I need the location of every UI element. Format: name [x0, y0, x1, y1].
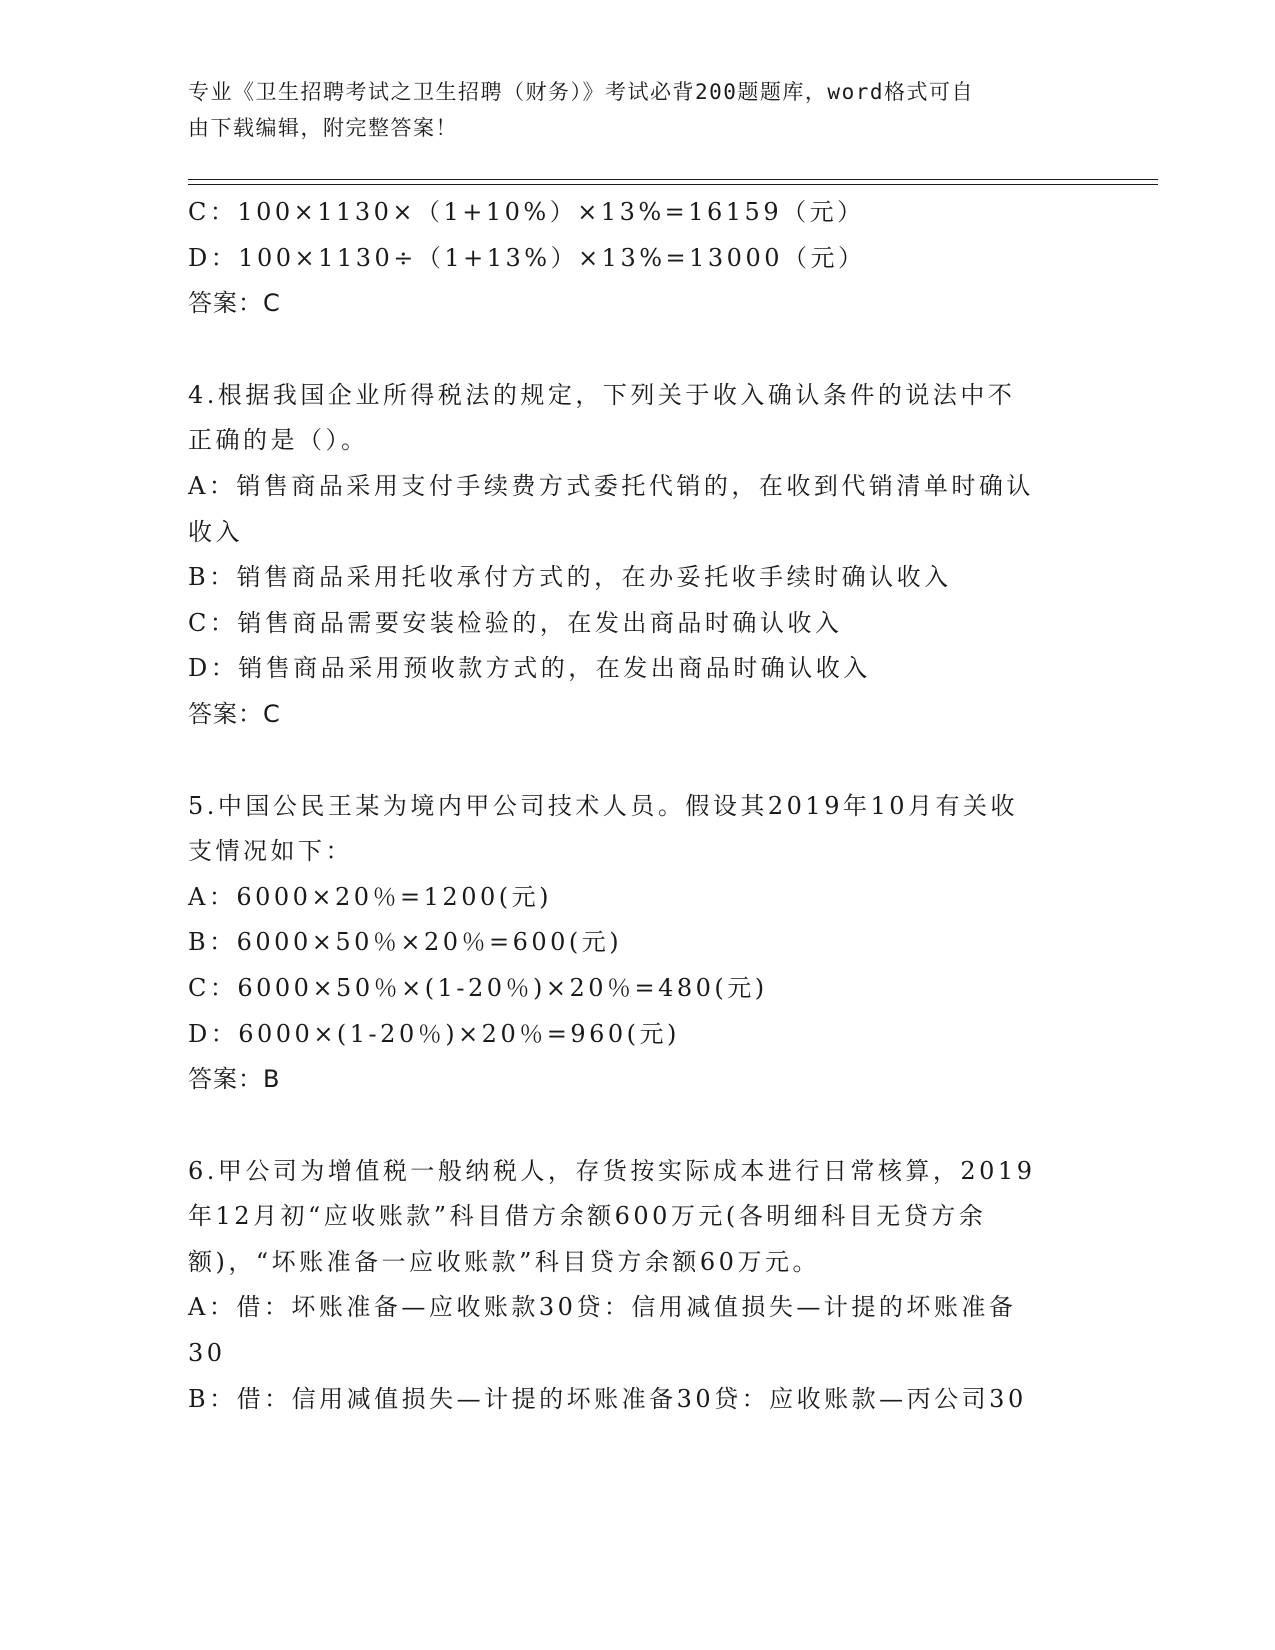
q5-stem-line-1: 5.中国公民王某为境内甲公司技术人员。假设其2019年10月有关收: [188, 791, 1019, 820]
spacer: [188, 738, 1188, 784]
q5-option-d: D：6000×(1-20％)×20％=960(元): [188, 1019, 680, 1048]
q4-option-a-line-1: A：销售商品采用支付手续费方式委托代销的，在收到代销清单时确认: [188, 471, 1034, 500]
q4-option-d: D：销售商品采用预收款方式的，在发出商品时确认收入: [188, 654, 871, 683]
question-4-block: [188, 373, 1188, 738]
header-divider-top: [188, 179, 1158, 180]
q6-option-a-line-1: A：借：坏账准备—应收账款30贷：信用减值损失—计提的坏账准备: [188, 1293, 1017, 1322]
q3-option-d: D：100×1130÷（1+13%）×13%=13000（元）: [188, 243, 866, 272]
question-6-block: [188, 1149, 1188, 1423]
document-header: [188, 74, 1068, 146]
q4-option-c: C：销售商品需要安装检验的，在发出商品时确认收入: [188, 608, 843, 637]
q5-option-c: C：6000×50％×(1-20％)×20％=480(元): [188, 973, 768, 1002]
header-divider-bottom: [188, 184, 1158, 185]
q4-option-a-line-2: 收入: [188, 517, 243, 546]
q6-option-b: B：借：信用减值损失—计提的坏账准备30贷：应收账款—丙公司30: [188, 1384, 1027, 1413]
q6-stem-line-2: 年12月初“应收账款”科目借方余额600万元(各明细科目无贷方余: [188, 1202, 987, 1231]
q5-option-b: B：6000×50％×20％=600(元): [188, 928, 623, 957]
q3-answer: 答案：C: [188, 289, 281, 318]
q6-stem-line-3: 额)，“坏账准备一应收账款”科目贷方余额60万元。: [188, 1247, 820, 1276]
spacer: [188, 1103, 1188, 1149]
q4-option-b: B：销售商品采用托收承付方式的，在办妥托收手续时确认收入: [188, 563, 952, 592]
header-line-1: 专业《卫生招聘考试之卫生招聘（财务）》考试必背200题题库，word格式可自: [188, 80, 974, 104]
q5-option-a: A：6000×20％=1200(元): [188, 882, 552, 911]
q6-stem-line-1: 6.甲公司为增值税一般纳税人，存货按实际成本进行日常核算，2019: [188, 1156, 1036, 1185]
q6-option-a-line-2: 30: [188, 1339, 226, 1368]
header-line-2: 由下载编辑，附完整答案！: [188, 116, 458, 140]
document-body: [188, 190, 1188, 1422]
q5-stem-line-2: 支情况如下：: [188, 837, 353, 866]
q4-stem-line-1: 4.根据我国企业所得税法的规定，下列关于收入确认条件的说法中不: [188, 380, 1016, 409]
q3-option-c: C：100×1130×（1+10%）×13%=16159（元）: [188, 198, 865, 226]
question-3-block: [188, 190, 1188, 327]
q4-answer: 答案：C: [188, 699, 281, 728]
question-5-block: [188, 784, 1188, 1103]
q5-answer: 答案：B: [188, 1065, 281, 1094]
spacer: [188, 327, 1188, 373]
q4-stem-line-2: 正确的是（）。: [188, 426, 369, 455]
